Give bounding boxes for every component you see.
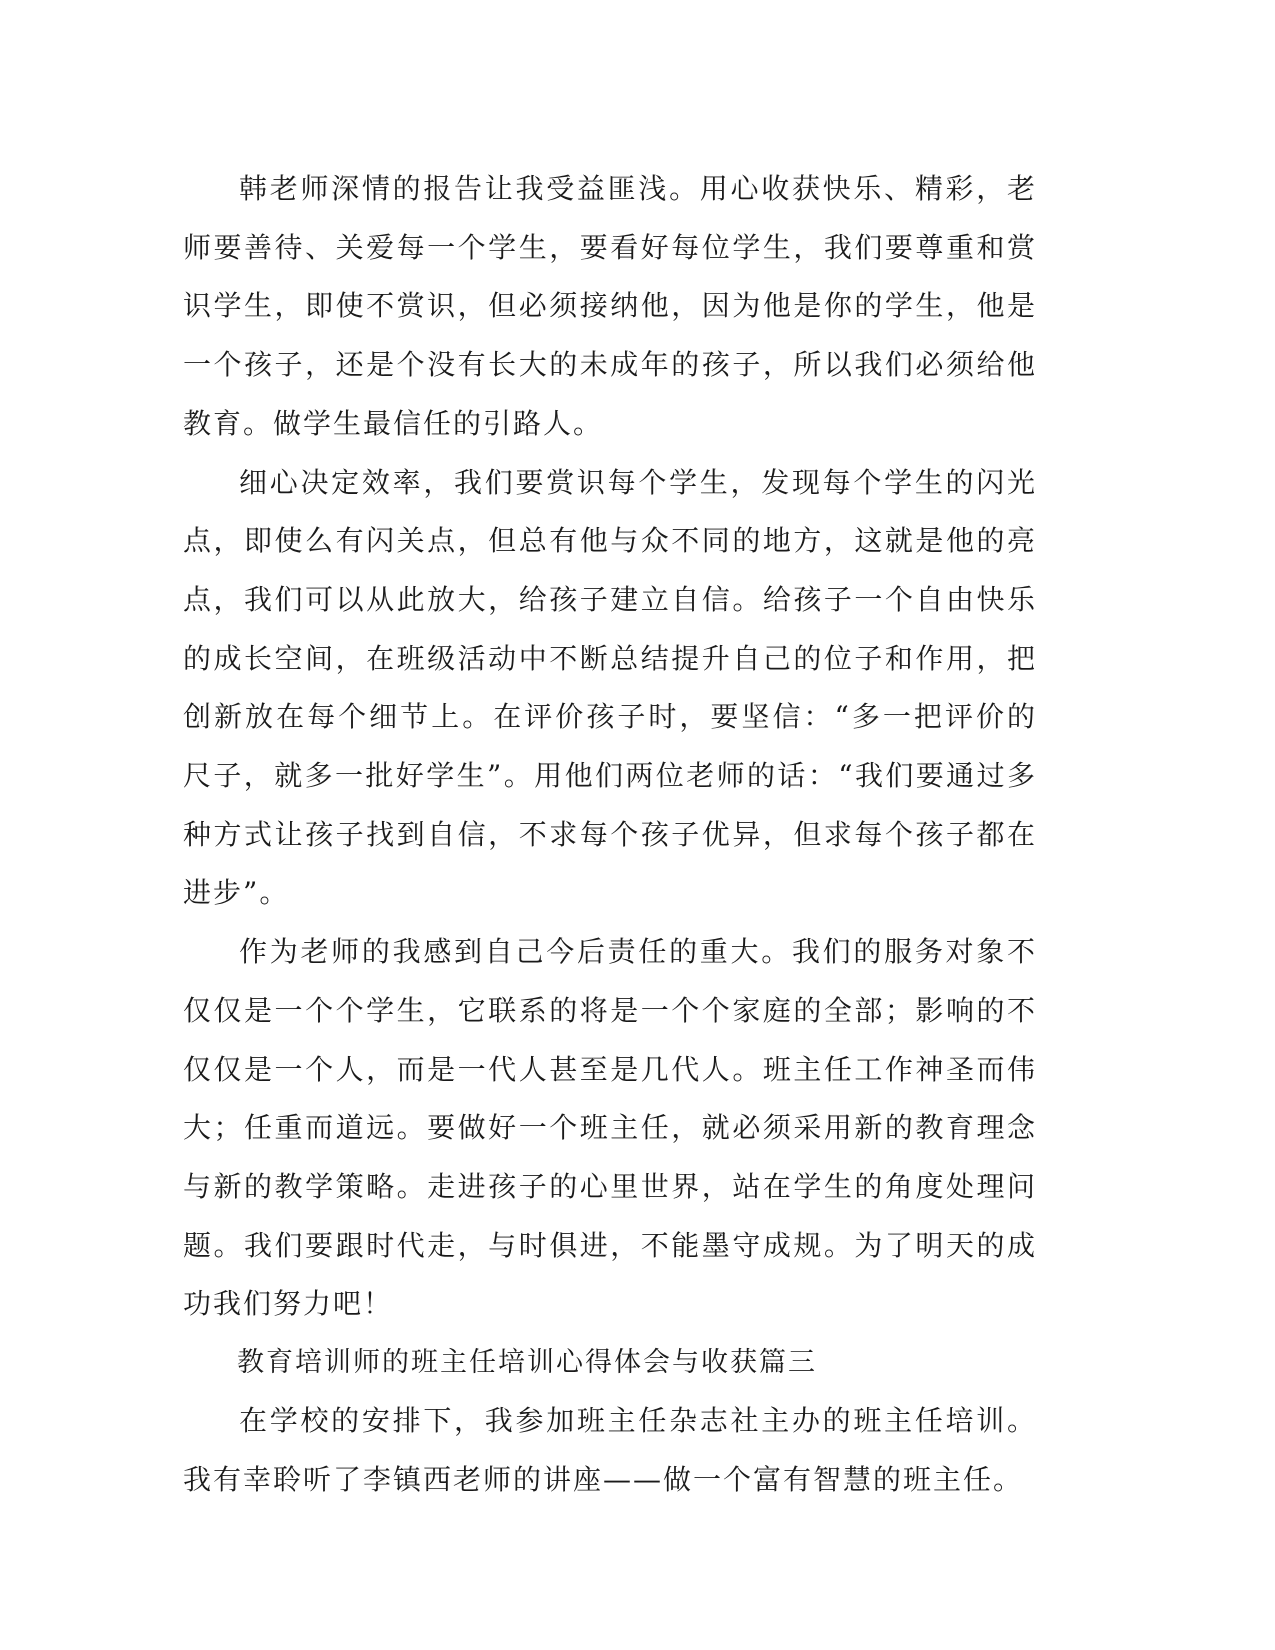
section-heading: 教育培训师的班主任培训心得体会与收获篇三 <box>237 1347 817 1379</box>
paragraph-4: 在学校的安排下，我参加班主任杂志社主办的班主任培训。我有幸聆听了李镇西老师的讲座——做一个富有智慧的班主任。 <box>183 1404 1037 1496</box>
paragraph-3: 作为老师的我感到自己今后责任的重大。我们的服务对象不仅仅是一个个学生，它联系的将是一个个家庭的全部；影响的不仅仅是一个人，而是一代人甚至是几代人。班主任工作神圣而伟大；任重而道远。要做好一个班主任，就必须采用新的教育理念与新的教学策略。走进孩子的心里世界，站在学生的角度处理问题。我们要跟时代走，与时俱进，不能墨守成规。为了明天的成功我们努力吧！ <box>183 935 1037 1321</box>
paragraph-2: 细心决定效率，我们要赏识每个学生，发现每个学生的闪光点，即使么有闪关点，但总有他与众不同的地方，这就是他的亮点，我们可以从此放大，给孩子建立自信。给孩子一个自由快乐的成长空间，在班级活动中不断总结提升自己的位子和作用，把创新放在每个细节上。在评价孩子时，要坚信：“多一把评价的尺子，就多一批好学生”。用他们两位老师的话：“我们要通过多种方式让孩子找到自信，不求每个孩子优异，但求每个孩子都在进步”。 <box>183 465 1037 910</box>
document-body <box>183 160 1037 1509</box>
paragraph-1: 韩老师深情的报告让我受益匪浅。用心收获快乐、精彩，老师要善待、关爱每一个学生，要看好每位学生，我们要尊重和赏识学生，即使不赏识，但必须接纳他，因为他是你的学生，他是一个孩子，还是个没有长大的未成年的孩子，所以我们必须给他教育。做学生最信任的引路人。 <box>183 172 1037 440</box>
